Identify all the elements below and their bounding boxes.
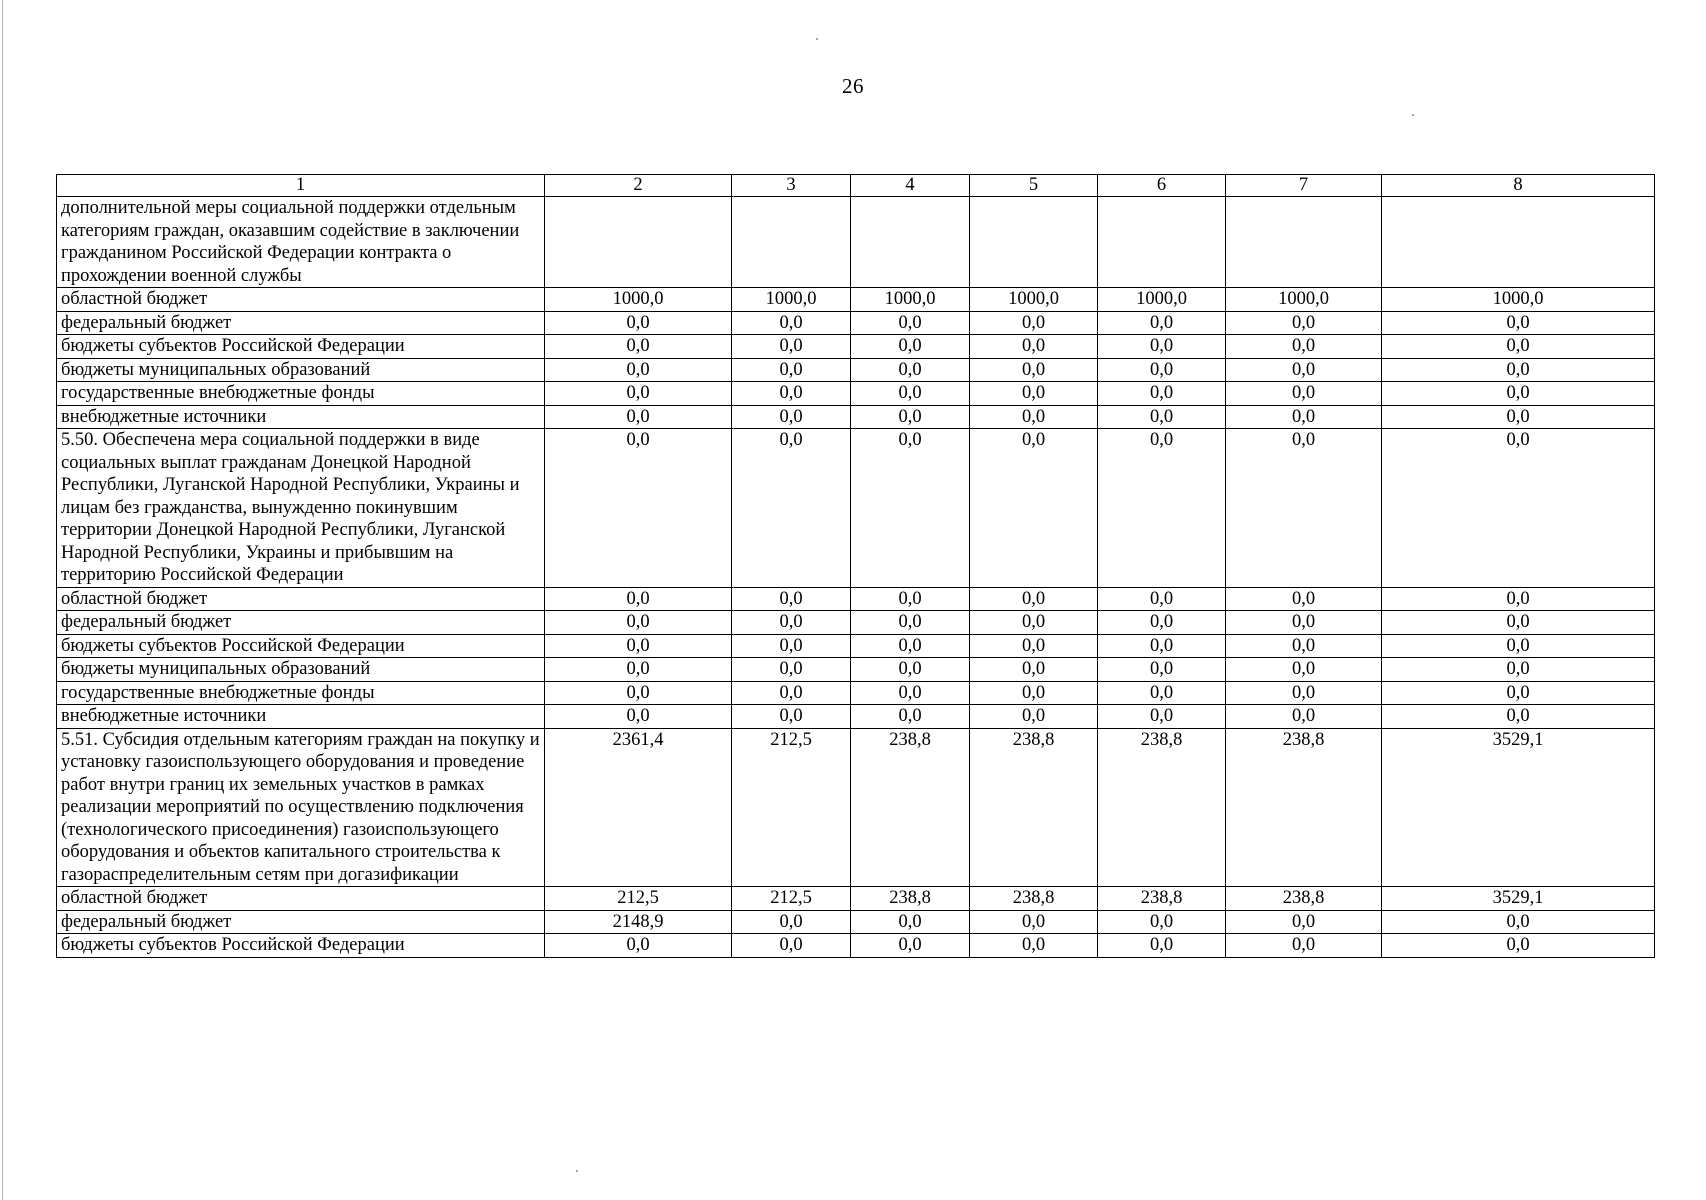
scan-speck [576, 1170, 578, 1172]
value-cell: 0,0 [970, 634, 1098, 658]
value-cell: 0,0 [851, 681, 970, 705]
funding-source-label: федеральный бюджет [57, 910, 545, 934]
value-cell: 0,0 [732, 658, 851, 682]
value-cell: 0,0 [1226, 634, 1382, 658]
table-header-row [57, 175, 1655, 197]
funding-source-label: областной бюджет [57, 288, 545, 312]
value-cell: 0,0 [851, 335, 970, 359]
table-row-source [57, 681, 1655, 705]
value-cell: 0,0 [732, 429, 851, 588]
value-cell: 0,0 [1098, 382, 1226, 406]
value-cell: 2361,4 [545, 728, 732, 887]
value-cell: 238,8 [1226, 887, 1382, 911]
value-cell: 0,0 [851, 611, 970, 635]
value-cell: 0,0 [732, 311, 851, 335]
value-cell: 0,0 [1098, 311, 1226, 335]
value-cell: 0,0 [1226, 681, 1382, 705]
value-cell: 0,0 [970, 658, 1098, 682]
item-description: дополнительной меры социальной поддержки отдельным категориям граждан, оказавшим содействие в заключении гражданином Российской Федерации контракта о прохождении военной службы [57, 197, 545, 288]
value-cell: 0,0 [1226, 429, 1382, 588]
value-cell: 0,0 [1382, 335, 1655, 359]
table-row-item [57, 429, 1655, 588]
value-cell [970, 197, 1098, 288]
funding-source-label: бюджеты субъектов Российской Федерации [57, 335, 545, 359]
value-cell: 0,0 [1226, 311, 1382, 335]
value-cell: 0,0 [1226, 587, 1382, 611]
value-cell: 0,0 [970, 358, 1098, 382]
value-cell: 0,0 [1382, 358, 1655, 382]
value-cell: 0,0 [1382, 382, 1655, 406]
value-cell: 0,0 [545, 934, 732, 958]
table-row-source [57, 288, 1655, 312]
value-cell: 0,0 [1382, 311, 1655, 335]
value-cell: 0,0 [732, 358, 851, 382]
value-cell: 0,0 [1098, 658, 1226, 682]
funding-source-label: бюджеты муниципальных образований [57, 358, 545, 382]
value-cell: 0,0 [851, 405, 970, 429]
value-cell: 1000,0 [732, 288, 851, 312]
value-cell: 0,0 [1098, 634, 1226, 658]
value-cell: 212,5 [732, 728, 851, 887]
value-cell: 1000,0 [1226, 288, 1382, 312]
value-cell: 1000,0 [1098, 288, 1226, 312]
value-cell: 0,0 [1226, 611, 1382, 635]
value-cell: 0,0 [1226, 382, 1382, 406]
value-cell: 238,8 [851, 887, 970, 911]
funding-source-label: внебюджетные источники [57, 705, 545, 729]
table-row-source [57, 658, 1655, 682]
value-cell: 0,0 [851, 311, 970, 335]
value-cell: 0,0 [1098, 358, 1226, 382]
value-cell: 0,0 [970, 335, 1098, 359]
value-cell: 0,0 [851, 910, 970, 934]
value-cell: 0,0 [545, 405, 732, 429]
table-row-source [57, 358, 1655, 382]
value-cell: 0,0 [732, 705, 851, 729]
value-cell: 0,0 [1098, 405, 1226, 429]
value-cell: 0,0 [1382, 587, 1655, 611]
column-header: 8 [1382, 175, 1655, 197]
value-cell: 0,0 [1226, 934, 1382, 958]
value-cell: 0,0 [1382, 910, 1655, 934]
value-cell: 0,0 [970, 587, 1098, 611]
funding-source-label: федеральный бюджет [57, 311, 545, 335]
column-header: 4 [851, 175, 970, 197]
value-cell: 0,0 [970, 382, 1098, 406]
value-cell: 0,0 [1382, 634, 1655, 658]
column-header: 3 [732, 175, 851, 197]
value-cell [545, 197, 732, 288]
value-cell: 0,0 [732, 910, 851, 934]
value-cell: 0,0 [970, 429, 1098, 588]
value-cell: 0,0 [851, 705, 970, 729]
value-cell: 0,0 [1382, 934, 1655, 958]
value-cell: 0,0 [732, 335, 851, 359]
scan-speck [816, 38, 818, 40]
column-header: 7 [1226, 175, 1382, 197]
value-cell: 0,0 [732, 934, 851, 958]
value-cell [851, 197, 970, 288]
table-body [57, 197, 1655, 958]
value-cell: 0,0 [851, 634, 970, 658]
value-cell: 0,0 [732, 405, 851, 429]
table-row-source [57, 335, 1655, 359]
value-cell [1098, 197, 1226, 288]
item-description: 5.51. Субсидия отдельным категориям граждан на покупку и установку газоиспользующего оборудования и проведение работ внутри границ их земельных участков в рамках реализации мероприятий по осуществлению подключения (технологического присоединения) газоиспользующего оборудования и объектов капитального строительства к газораспределительным сетям при догазификации [57, 728, 545, 887]
funding-source-label: бюджеты субъектов Российской Федерации [57, 934, 545, 958]
value-cell: 212,5 [545, 887, 732, 911]
table-row-source [57, 634, 1655, 658]
value-cell: 0,0 [1382, 705, 1655, 729]
value-cell: 0,0 [732, 634, 851, 658]
value-cell: 0,0 [545, 358, 732, 382]
value-cell: 0,0 [970, 681, 1098, 705]
value-cell: 0,0 [970, 405, 1098, 429]
value-cell: 0,0 [1098, 934, 1226, 958]
funding-source-label: областной бюджет [57, 587, 545, 611]
value-cell: 0,0 [545, 705, 732, 729]
value-cell: 0,0 [1098, 611, 1226, 635]
funding-source-label: областной бюджет [57, 887, 545, 911]
value-cell: 238,8 [1098, 887, 1226, 911]
table-row-source [57, 934, 1655, 958]
value-cell: 1000,0 [1382, 288, 1655, 312]
table-row-item [57, 197, 1655, 288]
table-row-source [57, 311, 1655, 335]
value-cell: 0,0 [545, 658, 732, 682]
value-cell: 0,0 [1098, 705, 1226, 729]
value-cell: 0,0 [732, 382, 851, 406]
value-cell: 0,0 [1098, 910, 1226, 934]
value-cell: 0,0 [851, 658, 970, 682]
value-cell: 0,0 [545, 335, 732, 359]
table-row-source [57, 887, 1655, 911]
value-cell: 0,0 [851, 358, 970, 382]
column-header: 6 [1098, 175, 1226, 197]
value-cell: 1000,0 [545, 288, 732, 312]
value-cell: 0,0 [970, 934, 1098, 958]
funding-source-label: внебюджетные источники [57, 405, 545, 429]
value-cell: 0,0 [545, 382, 732, 406]
value-cell [1382, 197, 1655, 288]
value-cell: 238,8 [970, 887, 1098, 911]
value-cell: 0,0 [1226, 358, 1382, 382]
value-cell: 238,8 [851, 728, 970, 887]
value-cell: 0,0 [851, 587, 970, 611]
scan-edge-line [2, 0, 3, 1200]
funding-source-label: государственные внебюджетные фонды [57, 382, 545, 406]
value-cell: 0,0 [1226, 705, 1382, 729]
value-cell: 0,0 [732, 681, 851, 705]
value-cell: 0,0 [1382, 405, 1655, 429]
value-cell: 0,0 [851, 382, 970, 406]
value-cell: 0,0 [1098, 429, 1226, 588]
value-cell: 0,0 [1098, 587, 1226, 611]
value-cell: 0,0 [1226, 658, 1382, 682]
table-row-source [57, 587, 1655, 611]
column-header: 2 [545, 175, 732, 197]
value-cell: 0,0 [545, 634, 732, 658]
column-header: 1 [57, 175, 545, 197]
value-cell: 238,8 [1226, 728, 1382, 887]
value-cell: 0,0 [1382, 658, 1655, 682]
value-cell: 3529,1 [1382, 887, 1655, 911]
value-cell: 0,0 [851, 934, 970, 958]
page-number: 26 [842, 74, 864, 98]
value-cell: 212,5 [732, 887, 851, 911]
value-cell: 0,0 [970, 611, 1098, 635]
value-cell: 0,0 [970, 311, 1098, 335]
value-cell: 0,0 [545, 429, 732, 588]
value-cell [1226, 197, 1382, 288]
value-cell: 0,0 [1098, 335, 1226, 359]
value-cell: 0,0 [1382, 681, 1655, 705]
table-row-source [57, 405, 1655, 429]
scan-speck [1412, 114, 1414, 116]
value-cell: 0,0 [1226, 335, 1382, 359]
funding-source-label: бюджеты муниципальных образований [57, 658, 545, 682]
item-description: 5.50. Обеспечена мера социальной поддержки в виде социальных выплат гражданам Донецкой Народной Республики, Луганской Народной Республики, Украины и лицам без гражданства, вынужденно покинувшим территории Донецкой Народной Республики, Луганской Народной Республики, Украины и прибывшим на территорию Российской Федерации [57, 429, 545, 588]
value-cell: 0,0 [970, 910, 1098, 934]
column-header: 5 [970, 175, 1098, 197]
value-cell: 0,0 [545, 681, 732, 705]
value-cell: 0,0 [732, 587, 851, 611]
value-cell: 0,0 [545, 611, 732, 635]
budget-table [56, 174, 1655, 958]
value-cell: 0,0 [732, 611, 851, 635]
value-cell: 0,0 [1226, 405, 1382, 429]
value-cell: 1000,0 [970, 288, 1098, 312]
value-cell: 0,0 [970, 705, 1098, 729]
value-cell: 238,8 [1098, 728, 1226, 887]
value-cell: 0,0 [1382, 611, 1655, 635]
value-cell: 2148,9 [545, 910, 732, 934]
value-cell: 0,0 [1382, 429, 1655, 588]
value-cell: 0,0 [1226, 910, 1382, 934]
value-cell: 238,8 [970, 728, 1098, 887]
value-cell: 3529,1 [1382, 728, 1655, 887]
table-row-source [57, 705, 1655, 729]
table-row-source [57, 611, 1655, 635]
value-cell: 0,0 [545, 587, 732, 611]
table-row-item [57, 728, 1655, 887]
value-cell [732, 197, 851, 288]
value-cell: 0,0 [545, 311, 732, 335]
table-row-source [57, 382, 1655, 406]
funding-source-label: федеральный бюджет [57, 611, 545, 635]
value-cell: 0,0 [1098, 681, 1226, 705]
funding-source-label: бюджеты субъектов Российской Федерации [57, 634, 545, 658]
table-row-source [57, 910, 1655, 934]
value-cell: 0,0 [851, 429, 970, 588]
value-cell: 1000,0 [851, 288, 970, 312]
funding-source-label: государственные внебюджетные фонды [57, 681, 545, 705]
